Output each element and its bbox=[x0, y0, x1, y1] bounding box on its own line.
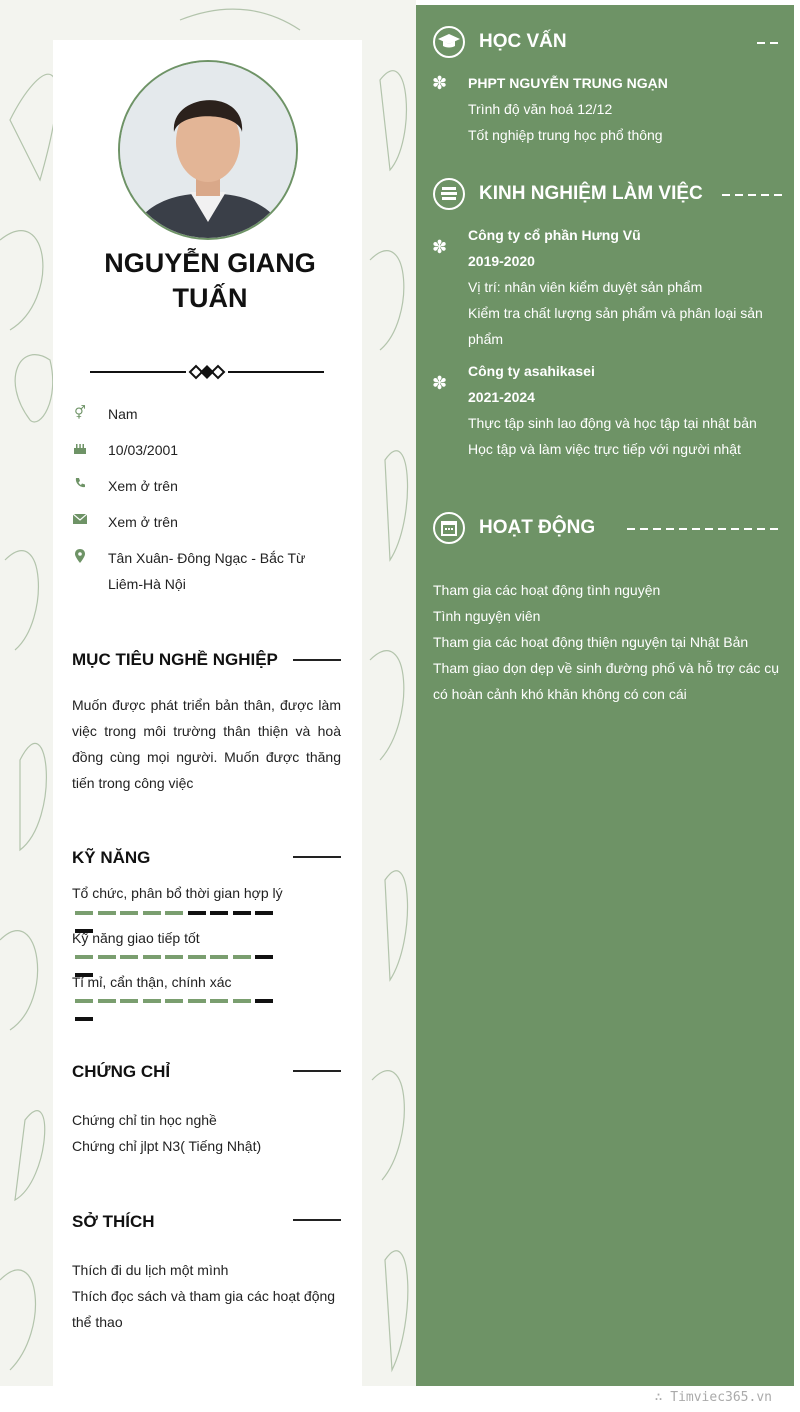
skill-segment-filled bbox=[98, 999, 116, 1003]
skill-segment-empty bbox=[255, 911, 273, 915]
flower-bullet-icon: ✽ bbox=[432, 237, 448, 257]
experience-title: KINH NGHIỆM LÀM VIỆC bbox=[479, 183, 703, 204]
birthday-value: 10/03/2001 bbox=[108, 442, 179, 458]
gender-icon: ⚥ bbox=[74, 405, 86, 420]
objective-title: MỤC TIÊU NGHỀ NGHIỆP bbox=[72, 650, 278, 669]
name-divider bbox=[90, 362, 324, 382]
address-line-2: Liêm-Hà Nội bbox=[108, 576, 186, 592]
job-company: Công ty asahikasei bbox=[468, 363, 595, 379]
education-dashes bbox=[757, 42, 783, 44]
skill-segment-filled bbox=[165, 911, 183, 915]
skill-segment-empty bbox=[255, 955, 273, 959]
skill-segment-filled bbox=[143, 911, 161, 915]
activity-item: có hoàn cảnh khó khăn không có con cái bbox=[433, 686, 687, 702]
phone-icon bbox=[72, 477, 88, 493]
hobbies-list bbox=[72, 1257, 342, 1335]
envelope-icon bbox=[72, 513, 88, 529]
person-photo bbox=[120, 62, 296, 238]
email-value[interactable]: Xem ở trên bbox=[108, 514, 178, 530]
graduation-cap-icon bbox=[433, 26, 465, 58]
job-line: Kiểm tra chất lượng sản phẩm và phân loại sản bbox=[468, 305, 763, 321]
skill-segment-filled bbox=[120, 955, 138, 959]
hobbies-title-line bbox=[293, 1219, 341, 1221]
job-line: phẩm bbox=[468, 331, 504, 347]
name-line-2: TUẤN bbox=[172, 283, 248, 313]
job-period: 2019-2020 bbox=[468, 253, 535, 269]
skill-segment-filled bbox=[188, 955, 206, 959]
job-company: Công ty cổ phần Hưng Vũ bbox=[468, 227, 641, 243]
job-entry bbox=[468, 358, 778, 462]
address-value bbox=[108, 545, 338, 597]
certificates-title-line bbox=[293, 1070, 341, 1072]
certificate-item: Chứng chỉ jlpt N3( Tiếng Nhật) bbox=[72, 1138, 262, 1154]
skill-segment-filled bbox=[75, 911, 93, 915]
skill-segment-filled bbox=[233, 955, 251, 959]
skill-segment-filled bbox=[165, 999, 183, 1003]
skill-bar bbox=[75, 911, 295, 915]
skill-segment-filled bbox=[143, 999, 161, 1003]
skill-segment-filled bbox=[233, 999, 251, 1003]
experience-dashes bbox=[722, 194, 787, 196]
skill-segment-empty bbox=[210, 911, 228, 915]
skill-segment-empty bbox=[75, 1017, 93, 1021]
candidate-name bbox=[60, 246, 360, 316]
cake-icon bbox=[72, 441, 88, 457]
job-line: Học tập và làm việc trực tiếp với người nhật bbox=[468, 441, 741, 457]
footer-watermark[interactable]: ∴ Timviec365.vn bbox=[654, 1390, 772, 1405]
activity-item: Tham gia các hoạt động tình nguyện bbox=[433, 582, 661, 598]
skill-segment-empty bbox=[255, 999, 273, 1003]
flower-bullet-icon: ✽ bbox=[432, 73, 448, 93]
skills-title-line bbox=[293, 856, 341, 858]
skill-bar bbox=[75, 999, 295, 1003]
hobby-item: Thích đi du lịch một mình bbox=[72, 1262, 229, 1278]
activity-item: Tham gia các hoạt động thiện nguyện tại Nhật Bản bbox=[433, 634, 749, 650]
skill-segment-filled bbox=[188, 999, 206, 1003]
avatar bbox=[118, 60, 298, 240]
activity-item: Tham giao dọn dẹp về sinh đường phố và hỗ trợ các cụ bbox=[433, 660, 780, 676]
flower-bullet-icon: ✽ bbox=[432, 373, 448, 393]
skill-segment-filled bbox=[120, 999, 138, 1003]
activities-dashes bbox=[627, 528, 783, 530]
certificates-title: CHỨNG CHỈ bbox=[72, 1062, 171, 1081]
gender-value: Nam bbox=[108, 406, 138, 422]
activities-list bbox=[433, 577, 783, 707]
calendar-icon bbox=[433, 512, 465, 544]
activity-item: Tình nguyện viên bbox=[433, 608, 541, 624]
skill-segment-filled bbox=[75, 955, 93, 959]
skill-bar bbox=[75, 955, 295, 959]
name-line-1: NGUYỄN GIANG bbox=[104, 248, 316, 278]
skill-segment-filled bbox=[98, 955, 116, 959]
objective-text: Muốn được phát triển bản thân, được làm việc trong môi trường thân thiện và hoà đồng cùng mọi người. Muốn được thăng tiến trong công việc bbox=[72, 697, 341, 791]
job-line: Thực tập sinh lao động và học tập tại nhật bản bbox=[468, 415, 757, 431]
skill-name: Kỹ năng giao tiếp tốt bbox=[72, 930, 200, 946]
hobby-item: Thích đọc sách và tham gia các hoạt động bbox=[72, 1288, 336, 1304]
phone-value[interactable]: Xem ở trên bbox=[108, 478, 178, 494]
certificates-list bbox=[72, 1107, 342, 1159]
skill-segment-filled bbox=[210, 999, 228, 1003]
address-line-1: Tân Xuân- Đông Ngạc - Bắc Từ bbox=[108, 550, 306, 566]
skill-segment-filled bbox=[143, 955, 161, 959]
certificate-item: Chứng chỉ tin học nghề bbox=[72, 1112, 217, 1128]
skill-segment-filled bbox=[210, 955, 228, 959]
objective-title-line bbox=[293, 659, 341, 661]
skill-name: Tổ chức, phân bổ thời gian hợp lý bbox=[72, 885, 283, 901]
hobby-item: thể thao bbox=[72, 1314, 123, 1330]
job-line: Vị trí: nhân viên kiểm duyệt sản phẩm bbox=[468, 279, 703, 295]
education-line: Tốt nghiệp trung học phổ thông bbox=[468, 127, 663, 143]
skill-segment-empty bbox=[233, 911, 251, 915]
education-title: HỌC VẤN bbox=[479, 31, 567, 52]
education-line: Trình độ văn hoá 12/12 bbox=[468, 101, 613, 117]
skill-segment-filled bbox=[120, 911, 138, 915]
skill-segment-filled bbox=[165, 955, 183, 959]
job-period: 2021-2024 bbox=[468, 389, 535, 405]
school-name: PHPT NGUYỄN TRUNG NGẠN bbox=[468, 75, 668, 91]
skill-segment-filled bbox=[98, 911, 116, 915]
location-icon bbox=[72, 549, 88, 565]
job-entry bbox=[468, 222, 778, 352]
skill-name: Tỉ mỉ, cẩn thận, chính xác bbox=[72, 974, 232, 990]
hobbies-title: SỞ THÍCH bbox=[72, 1212, 155, 1231]
skill-segment-empty bbox=[188, 911, 206, 915]
books-icon bbox=[433, 178, 465, 210]
activities-title: HOẠT ĐỘNG bbox=[479, 517, 596, 538]
education-entry bbox=[468, 70, 778, 148]
skills-title: KỸ NĂNG bbox=[72, 848, 151, 867]
skill-segment-filled bbox=[75, 999, 93, 1003]
